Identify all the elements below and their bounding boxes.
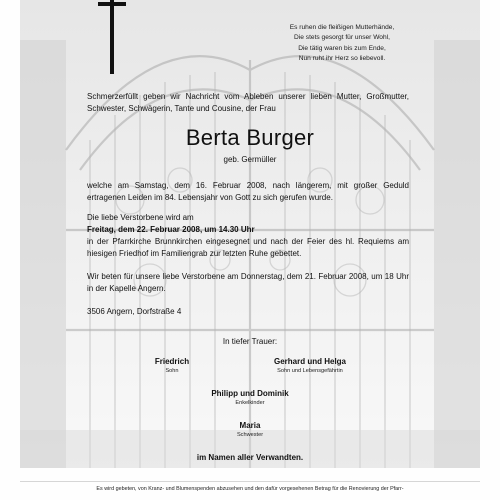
deceased-name: Berta Burger (185, 125, 315, 150)
poem (262, 23, 422, 65)
mourner-relation: Schwester (236, 432, 264, 438)
prayer-paragraph: Wir beten für unsere liebe Verstorbene am Donnerstag, dem 21. Februar 2008, um 18 Uhr in der Kapelle Angern. (87, 272, 409, 293)
mourner-name: Gerhard und Helga (273, 357, 346, 366)
poem-line: Die stets gesorgt für unser Wohl, (294, 34, 390, 42)
funeral-intro: Die liebe Verstorbene wird am (87, 213, 194, 222)
cross-icon (84, 0, 140, 74)
mourner-name: Maria (239, 421, 261, 430)
mourner-name: Philipp und Dominik (211, 389, 289, 398)
funeral-paragraph (87, 212, 409, 260)
poem-line: Es ruhen die fleißigen Mutterhände, (289, 24, 395, 31)
mourners-title: In tiefer Trauer: (222, 337, 278, 346)
maiden-name: geb. Germüller (223, 155, 277, 164)
mourner-entry (180, 421, 320, 439)
mourner-relation: Enkelkinder (235, 400, 265, 406)
announcement-intro: Schmerzerfüllt geben wir Nachricht vom Ableben unserer lieben Mutter, Großmutter, Schwester, Schwägerin, Tante und Cousine, der Frau (87, 92, 409, 113)
family-address: 3506 Angern, Dorfstraße 4 (87, 307, 182, 316)
closing-line: im Namen aller Verwandten. (196, 453, 304, 462)
funeral-details: in der Pfarrkirche Brunnkirchen eingesegnet und nach der Feier des hl. Requiems am hiesigen Friedhof im Familiengrab zur letzten Ruhe gebettet. (87, 237, 409, 258)
death-notice-paragraph: welche am Samstag, dem 16. Februar 2008, nach längerem, mit großer Geduld ertragenen Leiden im 84. Lebensjahr von Gott zu sich gerufen wurde. (87, 181, 409, 202)
mourner-entry (120, 357, 224, 375)
mourner-name: Friedrich (154, 357, 190, 366)
mourner-relation: Sohn und Lebensgefährtin (277, 368, 343, 374)
mourner-entry (240, 357, 380, 375)
footer-note: Es wird gebeten, von Kranz- und Blumenspenden abzusehen und den dafür vorgesehenen Betrag für die Renovierung der Pfarr- (96, 486, 404, 492)
mourner-relation: Sohn (165, 368, 179, 374)
poem-line: Die tätig waren bis zum Ende, (298, 44, 386, 52)
funeral-date: Freitag, dem 22. Februar 2008, um 14.30 Uhr (87, 225, 255, 234)
footer-divider (20, 481, 480, 482)
poem-line: Nun ruht ihr Herz so liebevoll. (298, 55, 386, 63)
mourner-entry (180, 389, 320, 407)
